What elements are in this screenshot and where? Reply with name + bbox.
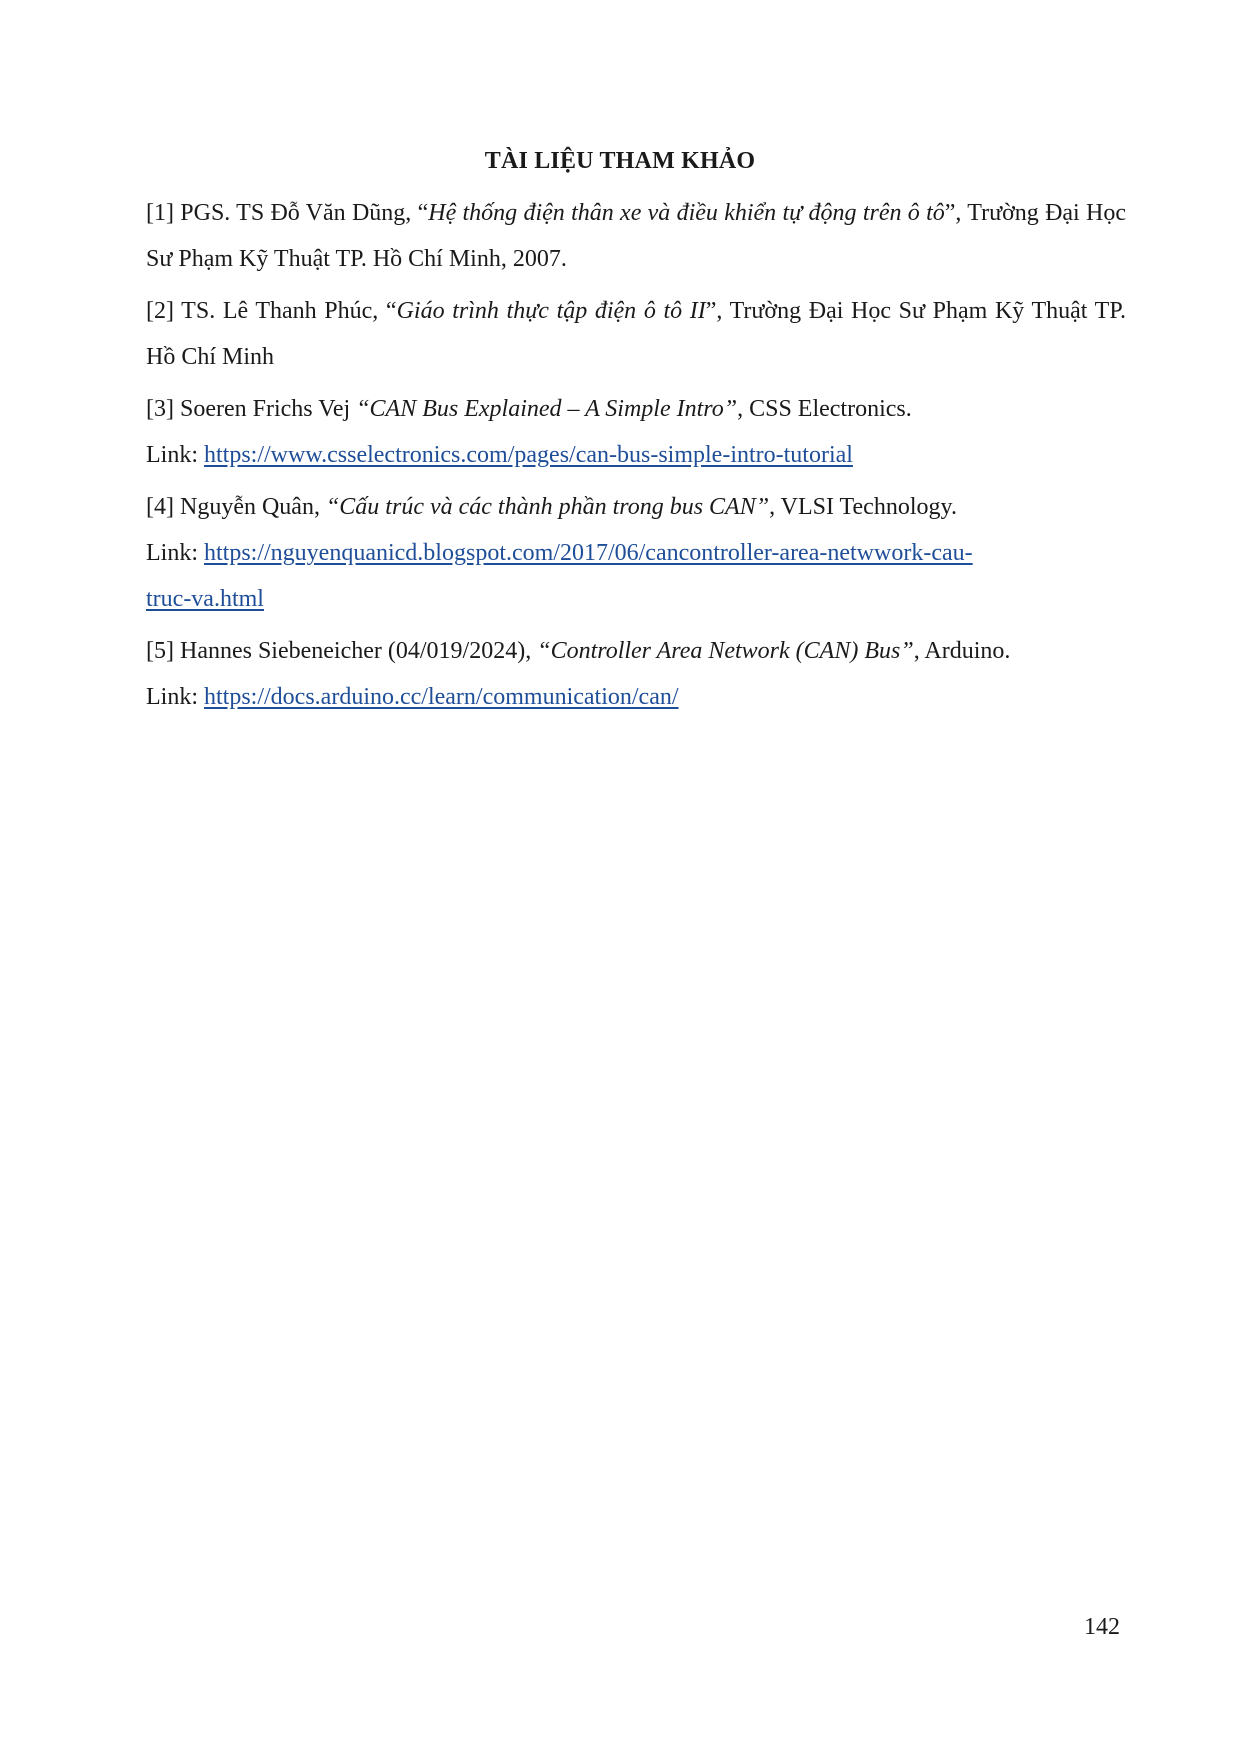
reference-link[interactable]: https://docs.arduino.cc/learn/communication/can/ xyxy=(204,684,679,710)
reference-work-title: “CAN Bus Explained – A Simple Intro” xyxy=(356,396,738,422)
reference-author: Nguyễn Quân, xyxy=(173,494,326,520)
reference-number: [2] xyxy=(146,298,174,324)
reference-link-continuation[interactable]: truc-va.html xyxy=(146,586,264,612)
reference-publisher: , Trường Đại Học Sư Phạm Kỹ Thuật TP. Hồ Chí Minh, 2007. xyxy=(146,200,1126,272)
reference-close-quote: ” xyxy=(944,200,956,226)
reference-publisher: , Arduino. xyxy=(913,638,1011,664)
reference-number: [5] xyxy=(146,638,174,664)
reference-link-label: Link: xyxy=(146,540,204,566)
reference-work-title: “Controller Area Network (CAN) Bus” xyxy=(537,638,914,664)
reference-item-4 xyxy=(146,484,1126,622)
reference-item-5 xyxy=(146,628,1126,720)
reference-author: Hannes Siebeneicher (04/019/2024), xyxy=(173,638,538,664)
reference-link-label: Link: xyxy=(146,684,204,710)
reference-publisher: , Trường Đại Học Sư Phạm Kỹ Thuật TP. Hồ Chí Minh xyxy=(146,298,1127,370)
reference-close-quote: ” xyxy=(705,298,717,324)
reference-item-1 xyxy=(146,190,1126,282)
reference-author: Soeren Frichs Vej xyxy=(173,396,357,422)
reference-item-2 xyxy=(146,288,1126,380)
page-number: 142 xyxy=(1084,1614,1120,1640)
reference-number: [3] xyxy=(146,396,174,422)
reference-list xyxy=(146,190,1126,726)
reference-number: [4] xyxy=(146,494,174,520)
reference-work-title: “Cấu trúc và các thành phần trong bus CAN” xyxy=(325,494,770,520)
reference-item-3 xyxy=(146,386,1126,478)
reference-publisher: , VLSI Technology. xyxy=(769,494,957,520)
reference-open-quote: “ xyxy=(385,298,397,324)
reference-link[interactable]: https://www.csselectronics.com/pages/can-bus-simple-intro-tutorial xyxy=(204,442,853,468)
reference-author: TS. Lê Thanh Phúc, xyxy=(173,298,386,324)
page-title: TÀI LIỆU THAM KHẢO xyxy=(484,148,756,174)
reference-work-title: Giáo trình thực tập điện ô tô II xyxy=(396,298,706,324)
reference-work-title: Hệ thống điện thân xe và điều khiển tự động trên ô tô xyxy=(428,200,945,226)
reference-link-label: Link: xyxy=(146,442,204,468)
reference-link[interactable]: https://nguyenquanicd.blogspot.com/2017/06/cancontroller-area-netwwork-cau- xyxy=(204,540,973,566)
reference-author: PGS. TS Đỗ Văn Dũng, xyxy=(173,200,418,226)
reference-publisher: , CSS Electronics. xyxy=(737,396,912,422)
reference-open-quote: “ xyxy=(417,200,429,226)
reference-number: [1] xyxy=(146,200,174,226)
